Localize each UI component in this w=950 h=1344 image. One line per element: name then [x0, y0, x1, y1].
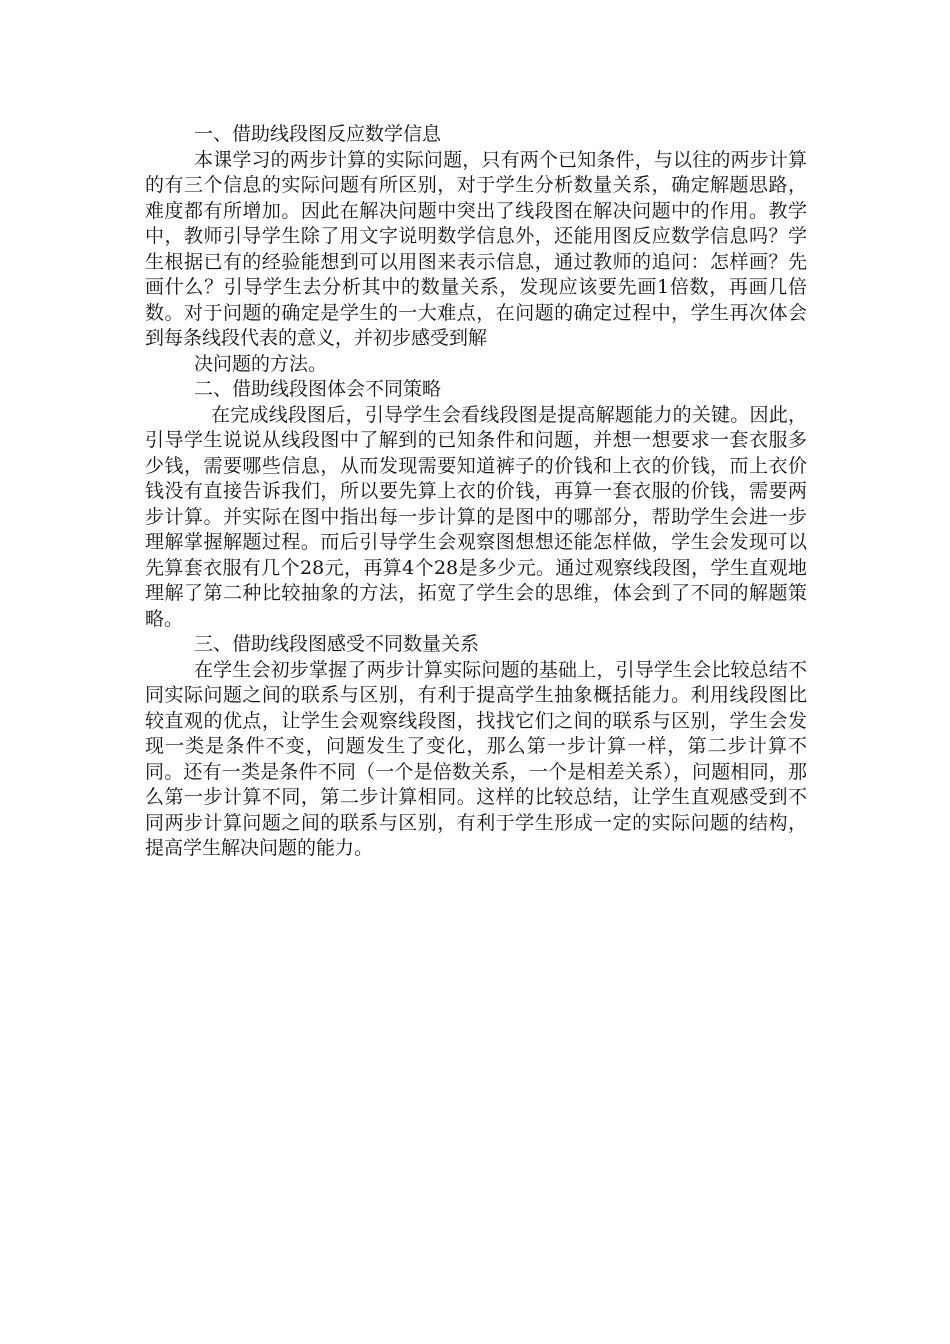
section-2-paragraph: 在完成线段图后，引导学生会看线段图是提高解题能力的关键。因此，引导学生说说从线段图中了解到的已知条件和问题，并想一想要求一套衣服多少钱，需要哪些信息，从而发现需要知道裤子的价钱和上衣的价钱，而上衣价钱没有直接告诉我们，所以要先算上衣的价钱，再算一套衣服的价钱，需要两步计算。并实际在图中指出每一步计算的是图中的哪部分，帮助学生会进一步理解掌握解题过程。而后引导学生会观察图想想还能怎样做，学生会发现可以先算套衣服有几个28元，再算4个28是多少元。通过观察线段图，学生直观地理解了第二种比较抽象的方法，拓宽了学生会的思维，体会到了不同的解题策略。 [145, 403, 807, 630]
section-1-heading: 一、借助线段图反应数学信息 [194, 123, 442, 145]
section-1-continuation: 决问题的方法。 [194, 352, 328, 375]
document-body [145, 122, 807, 862]
section-3-paragraph: 在学生会初步掌握了两步计算实际问题的基础上，引导学生会比较总结不同实际问题之间的联系与区别，有利于提高学生抽象概括能力。利用线段图比较直观的优点，让学生会观察线段图，找找它们之间的联系与区别，学生会发现一类是条件不变，问题发生了变化，那么第一步计算一样，第二步计算不同。还有一类是条件不同（一个是倍数关系，一个是相差关系），问题相同，那么第一步计算不同，第二步计算相同。这样的比较总结，让学生直观感受到不同两步计算问题之间的联系与区别，有利于学生形成一定的实际问题的结构，提高学生解决问题的能力。 [145, 658, 807, 859]
section-2-heading: 二、借助线段图体会不同策略 [194, 378, 442, 400]
section-3-heading: 三、借助线段图感受不同数量关系 [194, 633, 480, 655]
section-1-paragraph: 本课学习的两步计算的实际问题，只有两个已知条件，与以往的两步计算的有三个信息的实际问题有所区别，对于学生分析数量关系，确定解题思路，难度都有所增加。因此在解决问题中突出了线段图在解决问题中的作用。教学中，教师引导学生除了用文字说明数学信息外，还能用图反应数学信息吗？学生根据已有的经验能想到可以用图来表示信息，通过教师的追问：怎样画？先画什么？引导学生去分析其中的数量关系，发现应该要先画1倍数，再画几倍数。对于问题的确定是学生的一大难点，在问题的确定过程中，学生再次体会到每条线段代表的意义，并初步感受到解 [145, 148, 807, 349]
